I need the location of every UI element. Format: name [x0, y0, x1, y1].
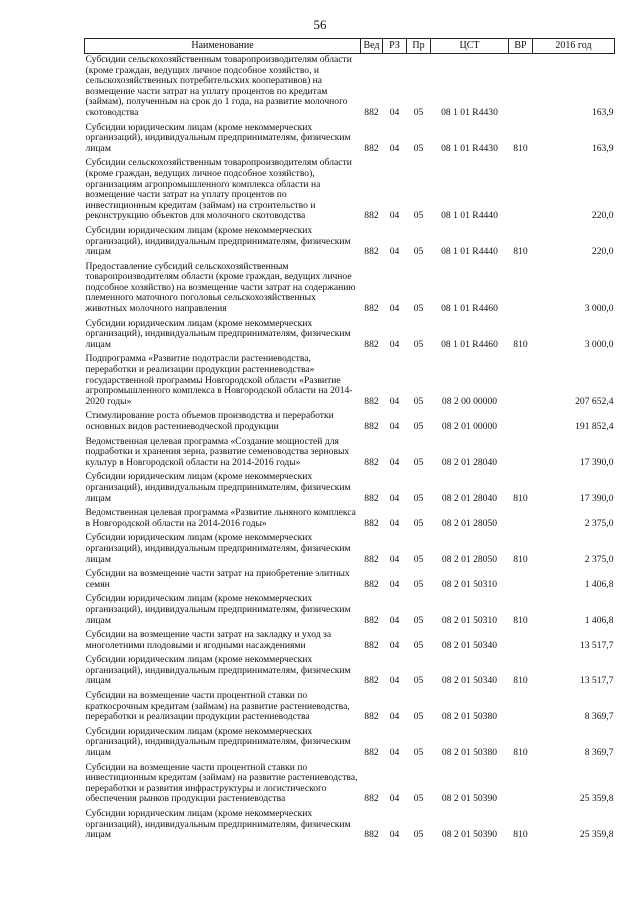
header-amount: 2016 год [533, 39, 615, 54]
row-vr [509, 568, 533, 593]
row-pr: 05 [413, 421, 424, 432]
row-ved: 882 [364, 747, 379, 759]
row-pr: 05 [413, 106, 424, 118]
row-pr: 05 [413, 829, 424, 841]
row-cst: 08 2 00 00000 [441, 395, 498, 407]
row-pr: 05 [413, 492, 424, 504]
row-rz: 04 [389, 492, 400, 504]
table-row [85, 690, 615, 726]
row-pr: 05 [413, 395, 424, 407]
row-vr [509, 157, 533, 225]
row-pr: 05 [413, 711, 424, 723]
row-name: Ведомственная целевая программа «Развитие льняного комплекса в Новгородской области на 2014-2016 годы» [85, 507, 356, 529]
row-vr: 810 [513, 338, 528, 350]
row-cst: 08 2 01 28040 [441, 456, 498, 468]
row-name: Субсидии юридическим лицам (кроме некоммерческих организаций), индивидуальным предпринимателям, физическим лицам [85, 593, 351, 626]
table-row [85, 532, 615, 568]
row-ved: 882 [364, 338, 379, 350]
row-amount: 25 359,8 [579, 793, 614, 805]
table-row [85, 318, 615, 354]
row-name: Субсидии на возмещение части затрат на закладку и уход за многолетними плодовыми и ягодными насаждениями [85, 629, 332, 651]
row-cst: 08 2 01 00000 [441, 421, 498, 432]
row-amount: 163,9 [591, 142, 614, 154]
row-cst: 08 1 01 R4460 [441, 303, 498, 315]
row-cst: 08 1 01 R4440 [441, 210, 498, 222]
table-row [85, 762, 615, 808]
table-row [85, 629, 615, 654]
table-row [85, 261, 615, 318]
row-vr: 810 [513, 492, 528, 504]
header-name: Наименование [85, 39, 361, 54]
row-pr: 05 [413, 338, 424, 350]
row-cst: 08 2 01 50380 [441, 747, 498, 759]
row-pr: 05 [413, 747, 424, 759]
table-row [85, 157, 615, 225]
row-pr: 05 [413, 210, 424, 222]
row-name: Субсидии юридическим лицам (кроме некоммерческих организаций), индивидуальным предпринимателям, физическим лицам [85, 317, 351, 350]
row-pr: 05 [413, 675, 424, 687]
table-body [85, 54, 615, 844]
row-vr: 810 [513, 829, 528, 841]
row-ved: 882 [364, 456, 379, 468]
row-ved: 882 [364, 829, 379, 841]
row-ved: 882 [364, 639, 379, 651]
row-rz: 04 [389, 303, 400, 315]
row-vr [509, 762, 533, 808]
row-amount: 17 390,0 [579, 456, 614, 468]
row-amount: 1 406,8 [584, 578, 614, 590]
header-cst: ЦСТ [431, 39, 509, 54]
table-row [85, 471, 615, 507]
row-cst: 08 2 01 50390 [441, 829, 498, 841]
row-name: Субсидии юридическим лицам (кроме некоммерческих организаций), индивидуальным предпринимателям, физическим лицам [85, 121, 351, 154]
row-amount: 3 000,0 [584, 303, 614, 315]
row-rz: 04 [389, 747, 400, 759]
table-row [85, 654, 615, 690]
row-rz: 04 [389, 421, 400, 432]
row-name: Ведомственная целевая программа «Создание мощностей для подработки и хранения зерна, развитие семеноводства зерновых культур в Новгородской области на 2014-2016 годы» [85, 435, 350, 468]
table-row [85, 726, 615, 762]
row-ved: 882 [364, 793, 379, 805]
row-amount: 191 852,4 [575, 421, 614, 432]
row-ved: 882 [364, 675, 379, 687]
row-ved: 882 [364, 578, 379, 590]
row-vr [509, 353, 533, 410]
row-ved: 882 [364, 421, 379, 432]
table-row [85, 507, 615, 532]
row-amount: 8 369,7 [584, 747, 614, 759]
row-cst: 08 2 01 50390 [441, 793, 498, 805]
row-pr: 05 [413, 614, 424, 626]
row-amount: 3 000,0 [584, 338, 614, 350]
row-pr: 05 [413, 517, 424, 529]
row-cst: 08 2 01 50310 [441, 614, 498, 626]
row-rz: 04 [389, 829, 400, 841]
row-cst: 08 2 01 50340 [441, 675, 498, 687]
row-amount: 220,0 [591, 246, 614, 258]
table-row [85, 54, 615, 122]
row-name: Субсидии сельскохозяйственным товаропроизводителям области (кроме граждан, ведущих личное подсобное хозяйство, и сельскохозяйственных потребительских кооперативов) на возмещение части затрат на уплату процентов по кредитам (займам), полученным на срок до 1 года, на развитие молочного скотоводства [85, 54, 352, 118]
row-name: Предоставление субсидий сельскохозяйственным товаропроизводителям области (кроме граждан, ведущих личное подсобное хозяйство) на возмещение части затрат на содержанию племенного маточного поголовья сельскохозяйственных животных молочного направления [85, 260, 356, 315]
row-vr: 810 [513, 142, 528, 154]
row-amount: 1 406,8 [584, 614, 614, 626]
row-vr [509, 261, 533, 318]
row-amount: 13 517,7 [579, 639, 614, 651]
row-rz: 04 [389, 553, 400, 565]
table-row [85, 808, 615, 844]
row-pr: 05 [413, 303, 424, 315]
row-pr: 05 [413, 639, 424, 651]
row-vr: 810 [513, 246, 528, 258]
row-ved: 882 [364, 492, 379, 504]
row-name: Субсидии юридическим лицам (кроме некоммерческих организаций), индивидуальным предпринимателям, физическим лицам [85, 471, 351, 504]
row-pr: 05 [413, 246, 424, 258]
row-amount: 2 375,0 [584, 517, 614, 529]
row-name: Субсидии на возмещение части процентной ставки по краткосрочным кредитам (займам) на развитие растениеводства, переработки и реализации продукции растениеводства [85, 690, 350, 723]
row-name: Стимулирование роста объемов производства и переработки основных видов растениеводческой продукции [85, 410, 334, 432]
row-amount: 17 390,0 [579, 492, 614, 504]
row-rz: 04 [389, 395, 400, 407]
row-amount: 207 652,4 [575, 395, 614, 407]
row-name: Субсидии на возмещение части затрат на приобретение элитных семян [85, 568, 350, 590]
header-pr: Пр [407, 39, 431, 54]
table-row [85, 410, 615, 435]
row-rz: 04 [389, 711, 400, 723]
table-row [85, 593, 615, 629]
row-ved: 882 [364, 553, 379, 565]
row-rz: 04 [389, 338, 400, 350]
row-rz: 04 [389, 106, 400, 118]
row-pr: 05 [413, 793, 424, 805]
row-ved: 882 [364, 106, 379, 118]
row-vr [509, 410, 533, 435]
row-amount: 2 375,0 [584, 553, 614, 565]
row-name: Субсидии на возмещение части процентной ставки по инвестиционным кредитам (займам) на развитие растениеводства, переработки и развития инфраструктуры и логистического обеспечения рынков продукции растениеводства [85, 761, 358, 805]
row-name: Субсидии юридическим лицам (кроме некоммерческих организаций), индивидуальным предпринимателям, физическим лицам [85, 532, 351, 565]
row-vr: 810 [513, 747, 528, 759]
row-name: Подпрограмма «Развитие подотрасли растениеводства, переработки и реализации продукции растениеводства» государственной программы Новгородской области «Развитие агропромышленного комплекса в Новгородской области на 2014-2020 годы» [85, 353, 353, 407]
header-ved: Вед [361, 39, 383, 54]
table-header-row [85, 39, 615, 54]
row-name: Субсидии юридическим лицам (кроме некоммерческих организаций), индивидуальным предпринимателям, физическим лицам [85, 224, 351, 258]
row-pr: 05 [413, 578, 424, 590]
row-ved: 882 [364, 517, 379, 529]
row-rz: 04 [389, 246, 400, 258]
row-rz: 04 [389, 456, 400, 468]
row-ved: 882 [364, 210, 379, 222]
row-pr: 05 [413, 553, 424, 565]
row-ved: 882 [364, 711, 379, 723]
page-number: 56 [313, 17, 327, 32]
row-cst: 08 2 01 28040 [441, 492, 498, 504]
row-ved: 882 [364, 303, 379, 315]
row-ved: 882 [364, 246, 379, 258]
budget-table [84, 38, 615, 844]
row-rz: 04 [389, 210, 400, 222]
row-amount: 220,0 [591, 210, 614, 222]
row-cst: 08 2 01 50340 [441, 639, 498, 651]
row-name: Субсидии юридическим лицам (кроме некоммерческих организаций), индивидуальным предпринимателям, физическим лицам [85, 808, 351, 841]
row-rz: 04 [389, 793, 400, 805]
row-cst: 08 1 01 R4430 [441, 106, 498, 118]
row-amount: 13 517,7 [579, 675, 614, 687]
row-cst: 08 1 01 R4440 [441, 246, 498, 258]
table-row [85, 353, 615, 410]
row-vr [509, 690, 533, 726]
row-ved: 882 [364, 614, 379, 626]
row-ved: 882 [364, 395, 379, 407]
row-cst: 08 2 01 28050 [441, 517, 498, 529]
row-vr: 810 [513, 614, 528, 626]
row-pr: 05 [413, 142, 424, 154]
row-cst: 08 2 01 50380 [441, 711, 498, 723]
table-row [85, 436, 615, 472]
row-rz: 04 [389, 142, 400, 154]
row-ved: 882 [364, 142, 379, 154]
row-name: Субсидии юридическим лицам (кроме некоммерческих организаций), индивидуальным предпринимателям, физическим лицам [85, 654, 351, 687]
row-rz: 04 [389, 675, 400, 687]
table-row [85, 225, 615, 261]
row-amount: 8 369,7 [584, 711, 614, 723]
header-rz: РЗ [383, 39, 407, 54]
row-cst: 08 2 01 28050 [441, 553, 498, 565]
row-rz: 04 [389, 639, 400, 651]
table-row [85, 122, 615, 158]
row-name: Субсидии юридическим лицам (кроме некоммерческих организаций), индивидуальным предпринимателям, физическим лицам [85, 725, 351, 759]
row-cst: 08 1 01 R4460 [441, 338, 498, 350]
header-vr: ВР [509, 39, 533, 54]
row-amount: 163,9 [591, 106, 614, 118]
row-vr [509, 629, 533, 654]
row-rz: 04 [389, 578, 400, 590]
row-rz: 04 [389, 517, 400, 529]
row-name: Субсидии сельскохозяйственным товаропроизводителям области (кроме граждан, ведущих личное подсобное хозяйство), организациям агропромышленного комплекса области на возмещение части затрат на уплату процентов по инвестиционным кредитам (займам) на строительство и реконструкцию объектов для молочного скотоводства [85, 157, 352, 222]
row-pr: 05 [413, 456, 424, 468]
row-cst: 08 1 01 R4430 [441, 142, 498, 154]
row-vr [509, 54, 533, 122]
table-row [85, 568, 615, 593]
row-rz: 04 [389, 614, 400, 626]
row-vr: 810 [513, 675, 528, 687]
row-vr [509, 436, 533, 472]
row-cst: 08 2 01 50310 [441, 578, 498, 590]
row-vr [509, 507, 533, 532]
row-vr: 810 [513, 553, 528, 565]
row-amount: 25 359,8 [579, 829, 614, 841]
